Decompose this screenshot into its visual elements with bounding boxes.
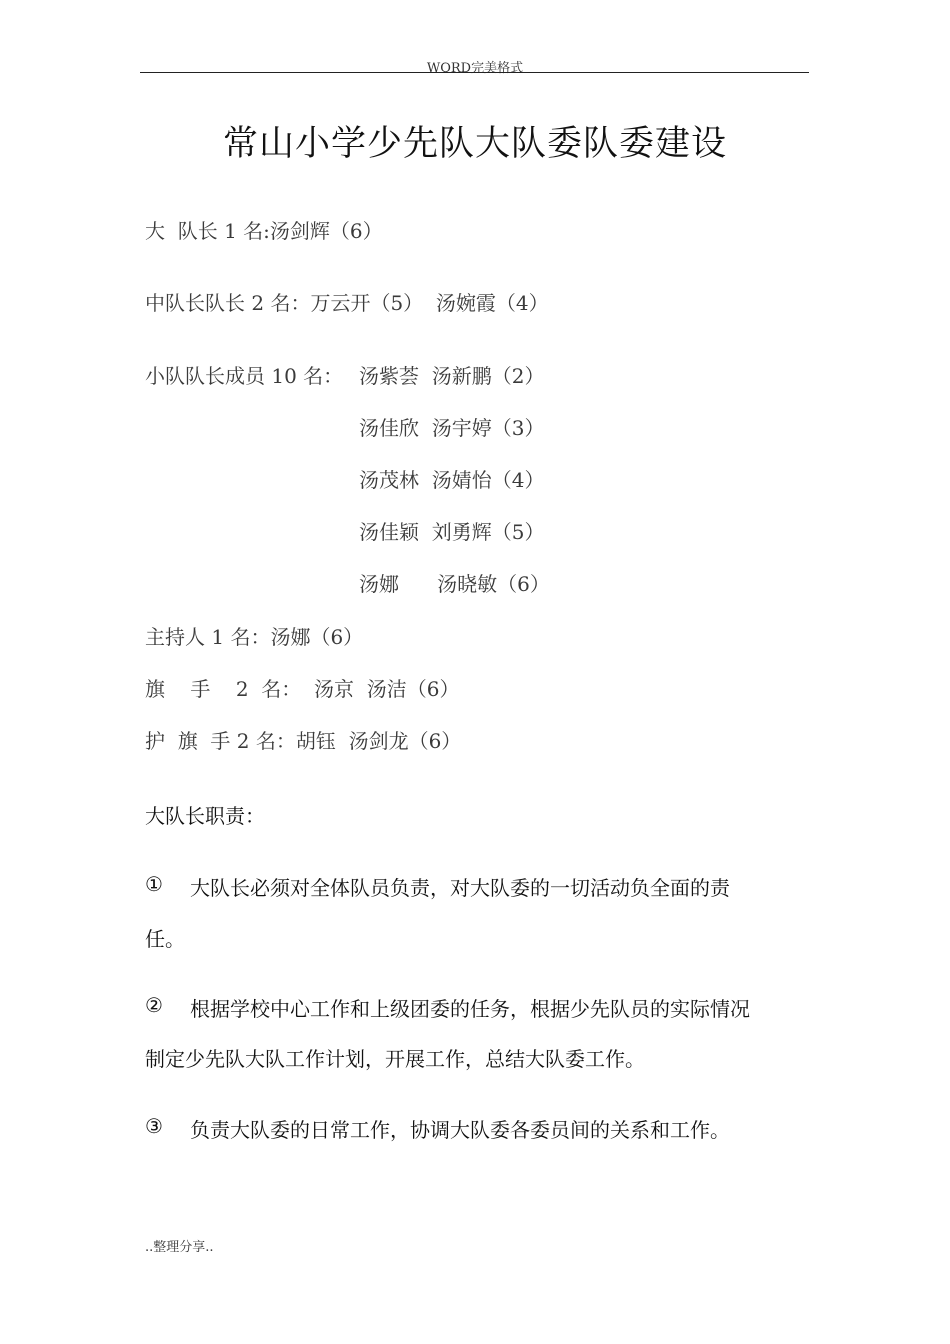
document-title: 常山小学少先队大队委队委建设: [222, 124, 727, 164]
team-leaders-row: 汤茂林 汤婧怡（4）: [359, 468, 545, 492]
squadron-leaders-line: 中队长队长 2 名：万云开（5） 汤婉霞（4）: [145, 291, 549, 315]
duty-text: 负责大队委的日常工作，协调大队委各委员间的关系和工作。: [190, 1118, 730, 1142]
duty-text: 大队长必须对全体队员负责，对大队委的一切活动负全面的责: [190, 876, 730, 900]
team-leaders-row: 汤紫荟 汤新鹏（2）: [359, 364, 545, 388]
flag-guards-line: 护 旗 手 2 名：胡钰 汤剑龙（6）: [145, 729, 462, 753]
duties-heading: 大队长职责：: [145, 804, 265, 828]
duty-text: 根据学校中心工作和上级团委的任务，根据少先队员的实际情况: [190, 997, 750, 1021]
duty-number: ①: [145, 872, 163, 896]
duty-text-continued: 制定少先队大队工作计划，开展工作，总结大队委工作。: [145, 1047, 645, 1071]
header-text: WORD完美格式: [426, 61, 524, 76]
host-line: 主持人 1 名：汤娜（6）: [145, 625, 364, 649]
team-leaders-row: 汤佳欣 汤宇婷（3）: [359, 416, 545, 440]
flag-bearers-line: 旗 手 2 名： 汤京 汤洁（6）: [145, 677, 460, 701]
duty-number: ②: [145, 993, 163, 1017]
duty-text-continued: 任。: [145, 927, 185, 951]
duty-number: ③: [145, 1114, 163, 1138]
team-leaders-label: 小队队长成员 10 名：: [145, 364, 344, 388]
page-footer: ..整理分享..: [145, 1240, 214, 1255]
captain-line: 大 队长 1 名:汤剑辉（6）: [145, 219, 383, 243]
team-leaders-row: 汤娜 汤晓敏（6）: [359, 572, 550, 596]
team-leaders-row: 汤佳颖 刘勇辉（5）: [359, 520, 545, 544]
header-rule: [140, 72, 809, 73]
